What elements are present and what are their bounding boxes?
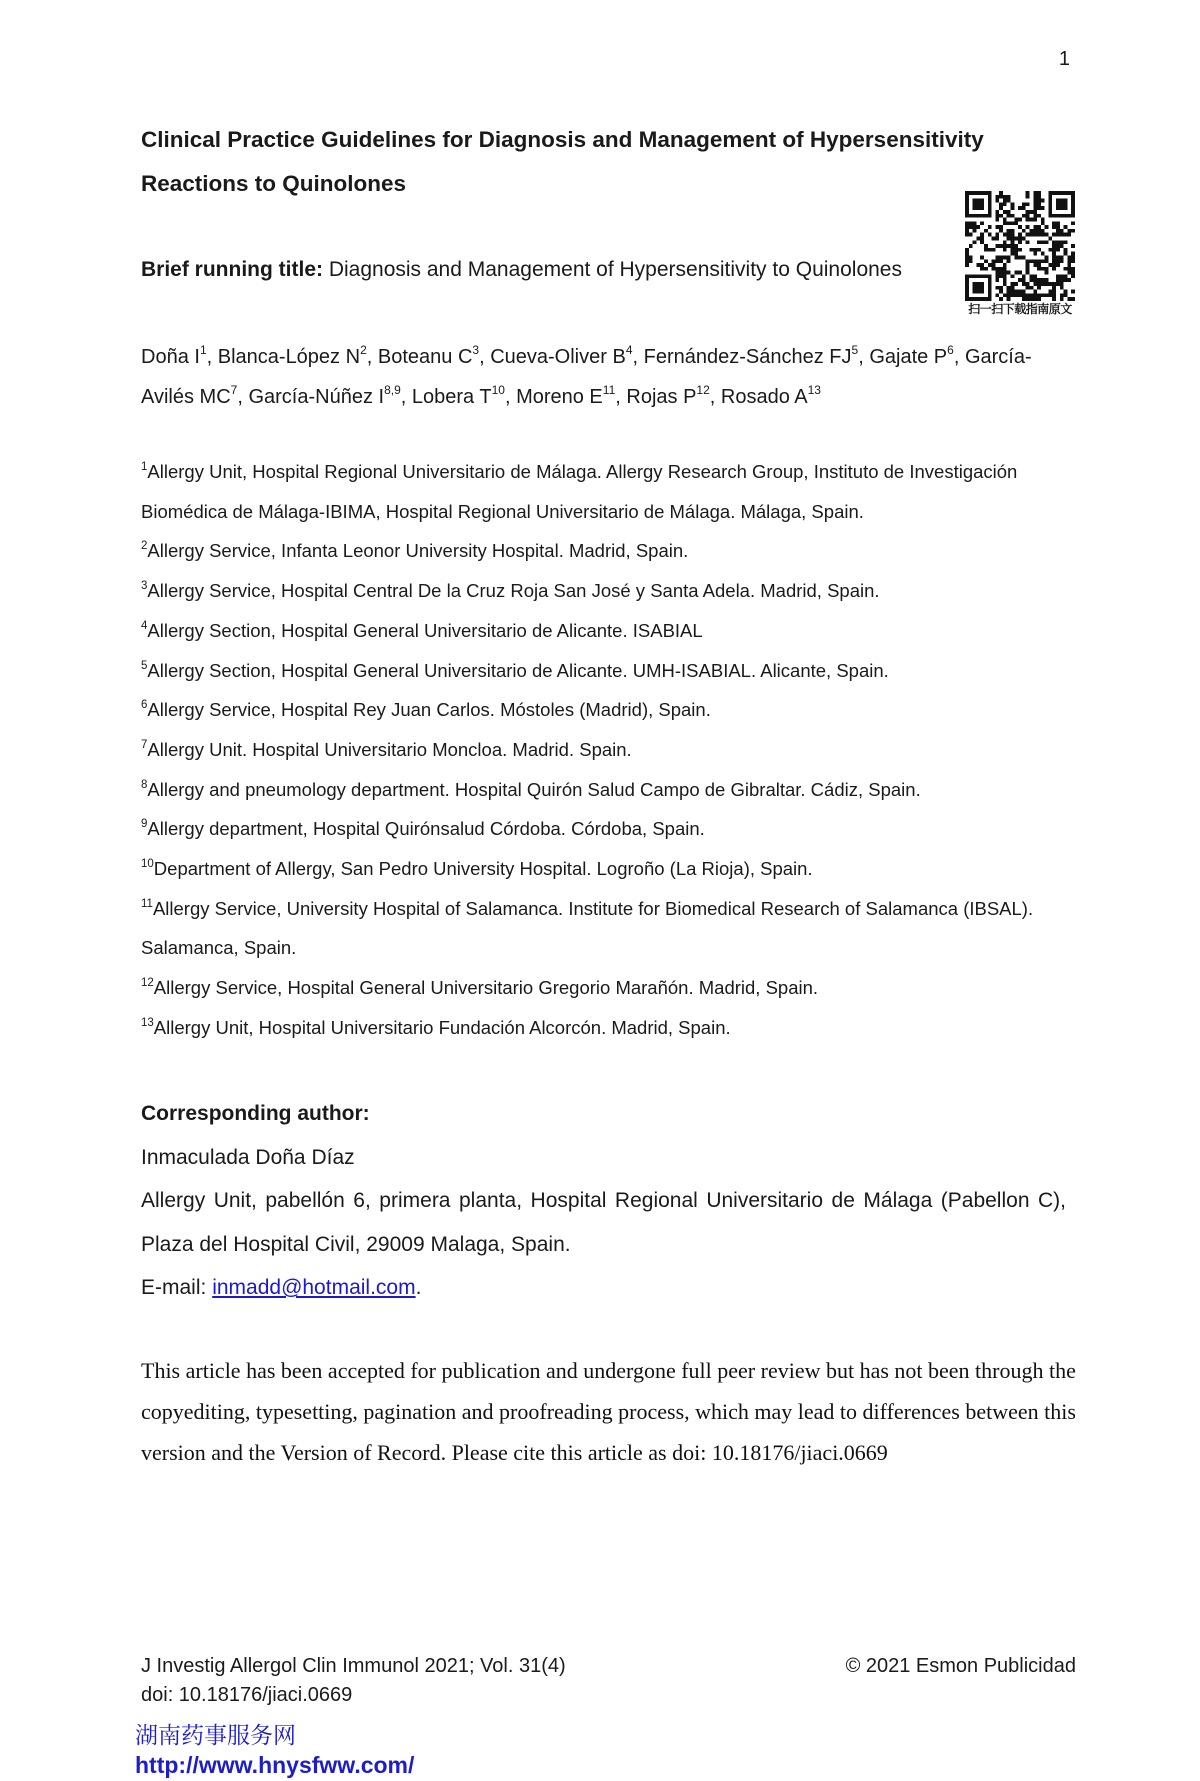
affiliation-text: Allergy Service, University Hospital of Salamanca. Institute for Biomedical Research of Salamanca (IBSAL). Salamanca, Spain. — [141, 897, 1034, 959]
author — [248, 383, 401, 408]
affiliation-text: Allergy Service, Infanta Leonor University Hospital. Madrid, Spain. — [147, 540, 689, 562]
corresponding-heading: Corresponding author: — [141, 1102, 370, 1125]
author-name: Fernández-Sánchez FJ — [643, 346, 852, 368]
author-affiliation-number: 6 — [947, 343, 954, 357]
author-name: Cueva-Oliver B — [490, 346, 626, 368]
author-affiliation-number: 3 — [472, 343, 480, 357]
author-name: Rojas P — [626, 386, 697, 408]
affiliation-number: 3 — [141, 580, 148, 593]
affiliation-number: 8 — [141, 778, 148, 791]
affiliation-number: 9 — [141, 818, 148, 831]
author-affiliation-number: 8,9 — [384, 383, 401, 397]
affiliation-item — [141, 611, 1066, 651]
corresponding-address: Allergy Unit, pabellón 6, primera planta, Hospital Regional Universitario de Málaga (Pabellon C), Plaza del Hospital Civil, 29009 Malaga, Spain. — [141, 1189, 1066, 1256]
site-watermark — [135, 1722, 535, 1779]
footer-journal-info — [141, 1652, 741, 1710]
paper-title: Clinical Practice Guidelines for Diagnosis and Management of Hypersensitivity Reactions to Quinolones — [141, 127, 984, 196]
author-name: Moreno E — [516, 386, 603, 408]
affiliation-text: Allergy Unit. Hospital Universitario Moncloa. Madrid. Spain. — [147, 738, 632, 760]
author-affiliation-number: 7 — [230, 383, 238, 397]
affiliation-text: Allergy Unit, Hospital Universitario Fundación Alcorcón. Madrid, Spain. — [153, 1016, 731, 1038]
author-name: Boteanu C — [377, 346, 473, 368]
affiliation-number: 4 — [141, 619, 148, 632]
footer-doi: doi: 10.18176/jiaci.0669 — [141, 1684, 353, 1706]
affiliation-item — [141, 651, 1066, 691]
affiliation-text: Allergy and pneumology department. Hospital Quirón Salud Campo de Gibraltar. Cádiz, Spain. — [147, 778, 921, 800]
author — [869, 343, 954, 368]
affiliation-number: 6 — [141, 699, 148, 712]
affiliation-number: 10 — [141, 858, 154, 871]
author-name: Rosado A — [720, 386, 808, 408]
affiliation-item — [141, 809, 1066, 849]
author-affiliation-number: 13 — [807, 383, 821, 397]
author-name: Doña I — [141, 346, 200, 368]
affiliation-text: Allergy Section, Hospital General Universitario de Alicante. ISABIAL — [147, 619, 703, 641]
author — [377, 343, 480, 368]
author-affiliation-number: 12 — [696, 383, 710, 397]
affiliation-item — [141, 531, 1066, 571]
author-affiliation-number: 10 — [491, 383, 505, 397]
affiliation-text: Allergy Service, Hospital General Universitario Gregorio Marañón. Madrid, Spain. — [153, 977, 819, 999]
affiliation-item — [141, 849, 1066, 889]
accepted-notice: This article has been accepted for publication and undergone full peer review but has not been through the copyediting, typesetting, pagination and proofreading process, which may lead to differences between this version and the Version of Record. Please cite this article as doi: 10.18176/jiaci.0669 — [141, 1358, 1076, 1465]
affiliation-item — [141, 968, 1066, 1008]
footer-journal: J Investig Allergol Clin Immunol 2021; Vol. 31(4) — [141, 1655, 566, 1677]
affiliation-item — [141, 1008, 1066, 1048]
affiliation-item — [141, 571, 1066, 611]
affiliation-text: Allergy Service, Hospital Central De la Cruz Roja San José y Santa Adela. Madrid, Spain. — [147, 580, 880, 602]
author-list: Doña $I^1$, Blanca-López $N^2$, Boteanu $C^3$, Cueva-Oliver $B^4$, Fernández-Sánchez $FJ^5$, Gajate $P^6$, García-Avilés $MC^7$, García-Núñez I$^{8,9}$, Lobera $T^{10}$, Moreno $E^{11}$, Rojas $P^{12}$, Rosado $A^{13}$ — [141, 343, 1032, 408]
affiliation-text: Allergy Unit, Hospital Regional Universitario de Málaga. Allergy Research Group, Instituto de Investigación Biomédica de Málaga-IBIMA, Hospital Regional Universitario de Málaga. Málaga, Spain. — [141, 461, 1018, 522]
affiliation-text: Allergy Section, Hospital General Universitario de Alicante. UMH-ISABIAL. Alicante, Spain. — [147, 659, 889, 681]
affiliation-item — [141, 452, 1066, 531]
author — [626, 383, 710, 408]
affiliation-number: 11 — [141, 897, 153, 910]
affiliation-item — [141, 730, 1066, 770]
author-name: Lobera T — [411, 386, 492, 408]
affiliation-item — [141, 690, 1066, 730]
author — [217, 343, 367, 368]
watermark-url[interactable]: http://www.hnysfww.com/ — [135, 1752, 415, 1778]
qr-caption: 扫一扫下载指南原文 — [968, 302, 1072, 316]
email-link[interactable]: inmadd@hotmail.com — [212, 1276, 416, 1299]
affiliation-text: Allergy department, Hospital Quirónsalud Córdoba. Córdoba, Spain. — [147, 818, 705, 840]
affiliation-number: 2 — [141, 540, 148, 553]
footer-copyright: © 2021 Esmon Publicidad — [845, 1655, 1076, 1677]
author-name: García-Núñez I — [248, 386, 385, 408]
author-affiliation-number: 5 — [851, 343, 859, 357]
corresponding-email-line — [141, 1266, 1066, 1310]
affiliation-number: 5 — [141, 659, 148, 672]
author-name: Blanca-López N — [217, 346, 361, 368]
author — [643, 343, 859, 368]
affiliation-number: 1 — [141, 461, 148, 473]
author — [516, 383, 616, 408]
affiliation-number: 12 — [141, 977, 154, 990]
corresponding-name: Inmaculada Doña Díaz — [141, 1145, 355, 1169]
author-affiliation-number: 2 — [360, 343, 367, 357]
watermark-site-name: 湖南药事服务网 — [135, 1723, 296, 1749]
affiliation-text: Department of Allergy, San Pedro University Hospital. Logroño (La Rioja), Spain. — [153, 858, 813, 880]
author-affiliation-number: 11 — [602, 383, 616, 397]
qr-code-icon[interactable] — [965, 191, 1075, 301]
author-name: García-Avilés MC — [141, 346, 1032, 408]
author — [411, 383, 505, 408]
affiliation-number: 7 — [141, 738, 148, 751]
author-name: Gajate P — [869, 346, 948, 368]
author — [490, 343, 633, 368]
author-affiliation-number: 1 — [199, 343, 207, 357]
author — [720, 383, 821, 408]
email-suffix: . — [415, 1276, 422, 1299]
author-affiliation-number: 4 — [625, 343, 633, 357]
running-title-text: Diagnosis and Management of Hypersensitivity to Quinolones — [323, 258, 902, 281]
affiliation-text: Allergy Service, Hospital Rey Juan Carlos. Móstoles (Madrid), Spain. — [147, 699, 711, 721]
running-title — [141, 255, 941, 285]
email-label: E-mail: — [141, 1276, 213, 1299]
affiliation-number: 13 — [141, 1016, 154, 1029]
corresponding-author-block — [141, 1092, 1066, 1310]
affiliation-item — [141, 770, 1066, 810]
page-number: 1 — [1058, 48, 1070, 70]
affiliation-item — [141, 889, 1066, 968]
author — [141, 343, 207, 368]
running-title-label: Brief running title: — [141, 258, 323, 281]
affiliation-list — [141, 452, 1066, 1048]
